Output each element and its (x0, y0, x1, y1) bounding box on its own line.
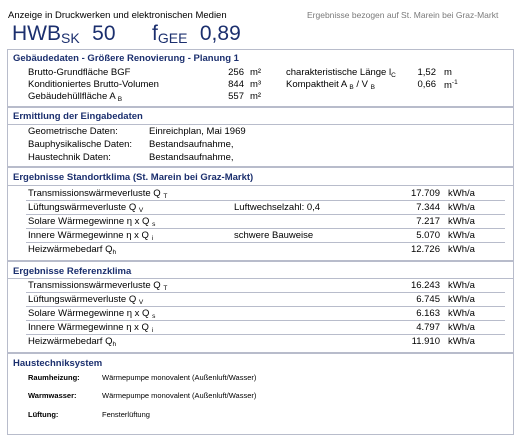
row-divider (26, 214, 505, 215)
referenz-label-solar: Solare Wärmegewinne η x Q $_s$ (28, 308, 156, 320)
standort-unit-innere: kWh/a (448, 230, 475, 241)
standort-unit-solar: kWh/a (448, 216, 475, 227)
ermittlung-label-geometrie: Geometrische Daten: (28, 126, 118, 137)
hwb-label: HWB (12, 22, 61, 45)
ermittlung-value-haustechnik: Bestandsaufnahme, (149, 152, 234, 163)
standort-label-transmission: Transmissionswärmeverluste Q $_T$ (28, 188, 168, 200)
gebaeude-unit-bgf: m² (250, 67, 262, 78)
haustechnik-label-warmwasser: Warmwasser: (28, 391, 77, 400)
section-standortklima (7, 167, 514, 261)
haustechnik-value-warmwasser: Wärmepumpe monovalent (Außenluft/Wasser) (102, 391, 257, 400)
haustechnik-label-raumheizung: Raumheizung: (28, 373, 80, 382)
row-divider (26, 228, 505, 229)
standort-value-innere: 5.070 (416, 230, 440, 241)
standort-value-lueftung: 7.344 (416, 202, 440, 213)
section-haustechnik (7, 353, 514, 435)
gebaeude-row-kompaktheit: Kompaktheit A $_B$ / V $_B$ (286, 79, 375, 91)
referenz-unit-heizwaerme: kWh/a (448, 336, 475, 347)
row-divider (26, 242, 505, 243)
referenz-value-innere: 4.797 (416, 322, 440, 333)
gebaeude-unit-volumen: m³ (250, 79, 262, 90)
gebaeude-row-laenge: charakteristische Länge $l_C$ (286, 67, 396, 79)
header-caption: Anzeige in Druckwerken und elektronischen Medien (8, 10, 227, 21)
standort-label-solar: Solare Wärmegewinne η x Q $_s$ (28, 216, 156, 228)
section-title: Gebäudedaten - Größere Renovierung - Planung 1 (13, 53, 239, 64)
section-gebaeude (7, 49, 514, 107)
gebaeude-row-huellflaeche: Gebäudehüllfläche A $_B$ (28, 91, 123, 103)
referenz-label-innere: Innere Wärmegewinne η x Q $_i$ (28, 322, 154, 334)
section-referenzklima (7, 261, 514, 353)
row-divider (26, 320, 505, 321)
haustechnik-value-lueftung: Fensterlüftung (102, 410, 150, 419)
hwb-value: 50 (92, 22, 116, 45)
section-title: Ermittlung der Eingabedaten (13, 111, 143, 122)
row-divider (26, 306, 505, 307)
ermittlung-value-bauphysik: Bestandsaufnahme, (149, 139, 234, 150)
referenz-value-solar: 6.163 (416, 308, 440, 319)
standort-note-lueftung: Luftwechselzahl: 0,4 (234, 202, 321, 213)
ermittlung-label-haustechnik: Haustechnik Daten: (28, 152, 111, 163)
fgee-indicator (152, 22, 241, 46)
standort-unit-lueftung: kWh/a (448, 202, 475, 213)
ermittlung-label-bauphysik: Bauphysikalische Daten: (28, 139, 133, 150)
header-location: Ergebnisse bezogen auf St. Marein bei Graz-Markt (307, 10, 499, 20)
section-title: Haustechniksystem (13, 358, 103, 369)
section-title: Ergebnisse Standortklima (St. Marein bei Graz-Markt) (13, 172, 254, 183)
standort-label-innere: Innere Wärmegewinne η x Q $_i$ (28, 230, 154, 242)
gebaeude-row-volumen: Konditioniertes Brutto-Volumen (28, 79, 159, 90)
row-divider (26, 292, 505, 293)
gebaeude-row-bgf: Brutto-Grundfläche BGF (28, 67, 131, 78)
hwb-sub: SK (61, 30, 80, 46)
referenz-value-lueftung: 6.745 (416, 294, 440, 305)
fgee-value: 0,89 (199, 22, 241, 45)
haustechnik-value-raumheizung: Wärmepumpe monovalent (Außenluft/Wasser) (102, 373, 257, 382)
standort-label-lueftung: Lüftungswärmeverluste Q $_V$ (28, 202, 144, 214)
gebaeude-value-volumen: 844 (228, 79, 244, 90)
referenz-value-transmission: 16.243 (410, 280, 440, 291)
hwb-indicator (12, 22, 116, 46)
referenz-label-transmission: Transmissionswärmeverluste Q $_T$ (28, 280, 168, 292)
gebaeude-unit-kompaktheit: $m^{-1}$ (444, 79, 458, 91)
referenz-label-lueftung: Lüftungswärmeverluste Q $_V$ (28, 294, 144, 306)
referenz-label-heizwaerme: Heizwärmebedarf $Q_h$ (28, 336, 117, 348)
gebaeude-value-laenge: 1,52 (417, 67, 436, 78)
referenz-unit-solar: kWh/a (448, 308, 475, 319)
standort-unit-transmission: kWh/a (448, 188, 475, 199)
gebaeude-unit-laenge: m (444, 67, 452, 78)
divider (8, 278, 513, 279)
referenz-unit-lueftung: kWh/a (448, 294, 475, 305)
gebaeude-value-kompaktheit: 0,66 (417, 79, 436, 90)
standort-value-solar: 7.217 (416, 216, 440, 227)
gebaeude-unit-huellflaeche: m² (250, 91, 262, 102)
gebaeude-value-bgf: 256 (228, 67, 244, 78)
haustechnik-label-lueftung: Lüftung: (28, 410, 59, 419)
standort-note-innere: schwere Bauweise (234, 230, 314, 241)
section-title: Ergebnisse Referenzklima (13, 266, 132, 277)
divider (8, 124, 513, 125)
fgee-label: f (152, 22, 158, 45)
referenz-value-heizwaerme: 11.910 (411, 336, 440, 347)
divider (8, 185, 513, 186)
section-ermittlung (7, 107, 514, 167)
fgee-sub: GEE (157, 30, 188, 46)
referenz-unit-transmission: kWh/a (448, 280, 475, 291)
row-divider (26, 334, 505, 335)
standort-value-transmission: 17.709 (410, 188, 440, 199)
standort-label-heizwaerme: Heizwärmebedarf $Q_h$ (28, 244, 117, 256)
ermittlung-value-geometrie: Einreichplan, Mai 1969 (149, 126, 246, 137)
standort-value-heizwaerme: 12.726 (410, 244, 440, 255)
referenz-unit-innere: kWh/a (448, 322, 475, 333)
gebaeude-value-huellflaeche: 557 (228, 91, 244, 102)
row-divider (26, 200, 505, 201)
standort-unit-heizwaerme: kWh/a (448, 244, 475, 255)
